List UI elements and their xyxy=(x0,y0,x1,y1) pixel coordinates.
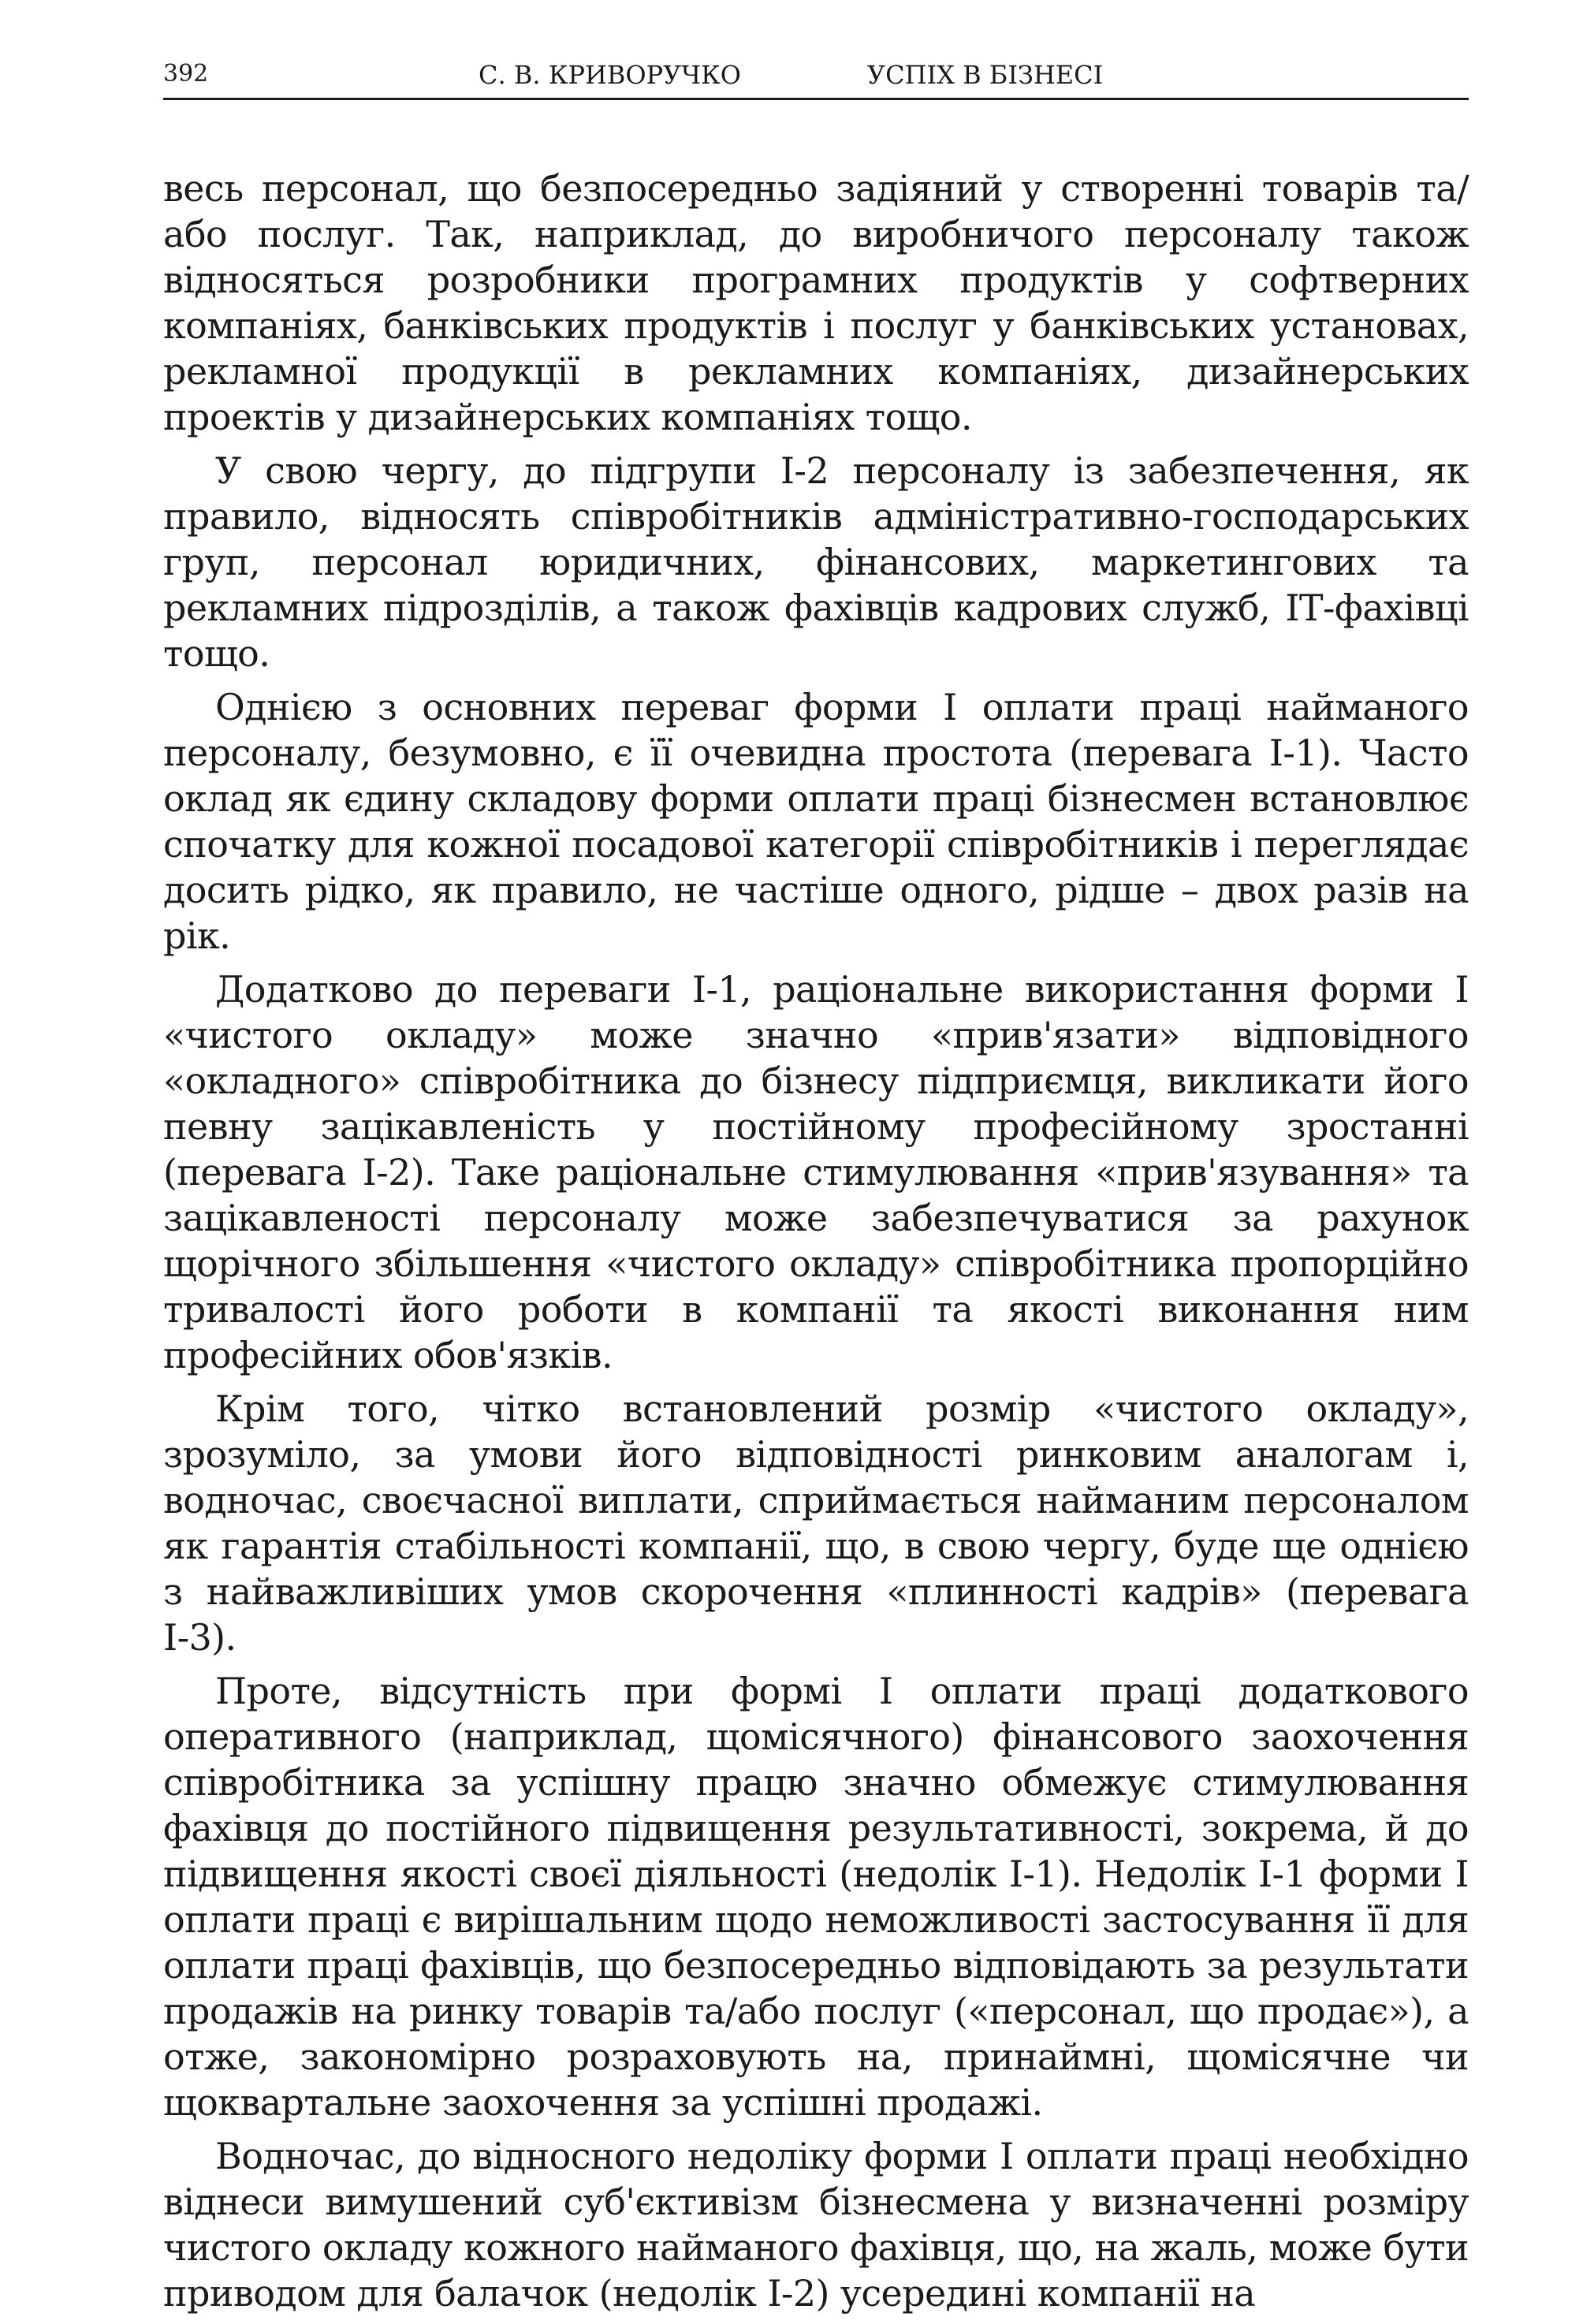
paragraph: У свою чергу, до підгрупи І-2 персоналу із забезпечення, як правило, відносять співробітників адміністративно-господарських груп, персонал юридичних, фінансових, маркетингових та рекламних підрозділів, а також фахівців кадрових служб, ІТ-фахівці тощо. xyxy=(163,449,1469,675)
page-number: 392 xyxy=(163,60,209,88)
page-header xyxy=(163,54,1469,100)
paragraph: Проте, відсутність при формі І оплати праці додаткового оперативного (наприклад, щомісячного) фінансового заохочення співробітника за успішну працю значно обмежує стимулювання фахівця до постійного підвищення результативності, зокрема, й до підвищення якості своєї діяльності (недолік І-1). Недолік І-1 форми І оплати праці є вирішальним щодо неможливості застосування її для оплати праці фахівців, що безпосередньо відповідають за результати продажів на ринку товарів та/або послуг («персонал, що продає»), а отже, закономірно розраховують на, принаймні, щомісячне чи щоквартальне заохочення за успішні продажі. xyxy=(163,1670,1469,2124)
paragraph: Водночас, до відносного недоліку форми І оплати праці необхідно віднеси вимушений суб'єктивізм бізнесмена у визначенні розміру чистого окладу кожного найманого фахівця, що, на жаль, може бути приводом для балачок (недолік І-2) усередині компанії на xyxy=(163,2135,1469,2315)
running-header-title: УСПІХ В БІЗНЕСІ xyxy=(867,60,1104,90)
paragraph: Однією з основних переваг форми І оплати праці найманого персоналу, безумовно, є її очевидна простота (перевага І-1). Часто оклад як єдину складову форми оплати праці бізнесмен встановлює спочатку для кожної посадової категорії співробітників і переглядає досить рідко, як правило, не частіше одного, рідше – двох разів на рік. xyxy=(163,686,1469,957)
paragraph: Додатково до переваги І-1, раціональне використання форми І «чистого окладу» може значно «прив'язати» відповідного «окладного» співробітника до бізнесу підприємця, викликати його певну зацікавленість у постійному професійному зростанні (перевага І-2). Таке раціональне стимулювання «прив'язування» та зацікавленості персоналу може забезпечуватися за рахунок щорічного збільшення «чистого окладу» співробітника пропорційно тривалості його роботи в компанії та якості виконання ним професійних обов'язків. xyxy=(163,968,1469,1376)
paragraph: весь персонал, що безпосередньо задіяний у створенні товарів та/або послуг. Так, наприклад, до виробничого персоналу також відносяться розробники програмних продуктів у софтверних компаніях, банківських продуктів і послуг у банківських установах, рекламної продукції в рекламних компаніях, дизайнерських проектів у дизайнерських компаніях тощо. xyxy=(163,167,1469,438)
body-text xyxy=(163,166,1469,2324)
running-header-author: С. В. КРИВОРУЧКО xyxy=(479,60,742,90)
paragraph: Крім того, чітко встановлений розмір «чистого окладу», зрозуміло, за умови його відповідності ринковим аналогам і, водночас, своєчасної виплати, сприймається найманим персоналом як гарантія стабільності компанії, що, в свою чергу, буде ще однією з найважливіших умов скорочення «плинності кадрів» (перевага І-3). xyxy=(163,1387,1469,1659)
